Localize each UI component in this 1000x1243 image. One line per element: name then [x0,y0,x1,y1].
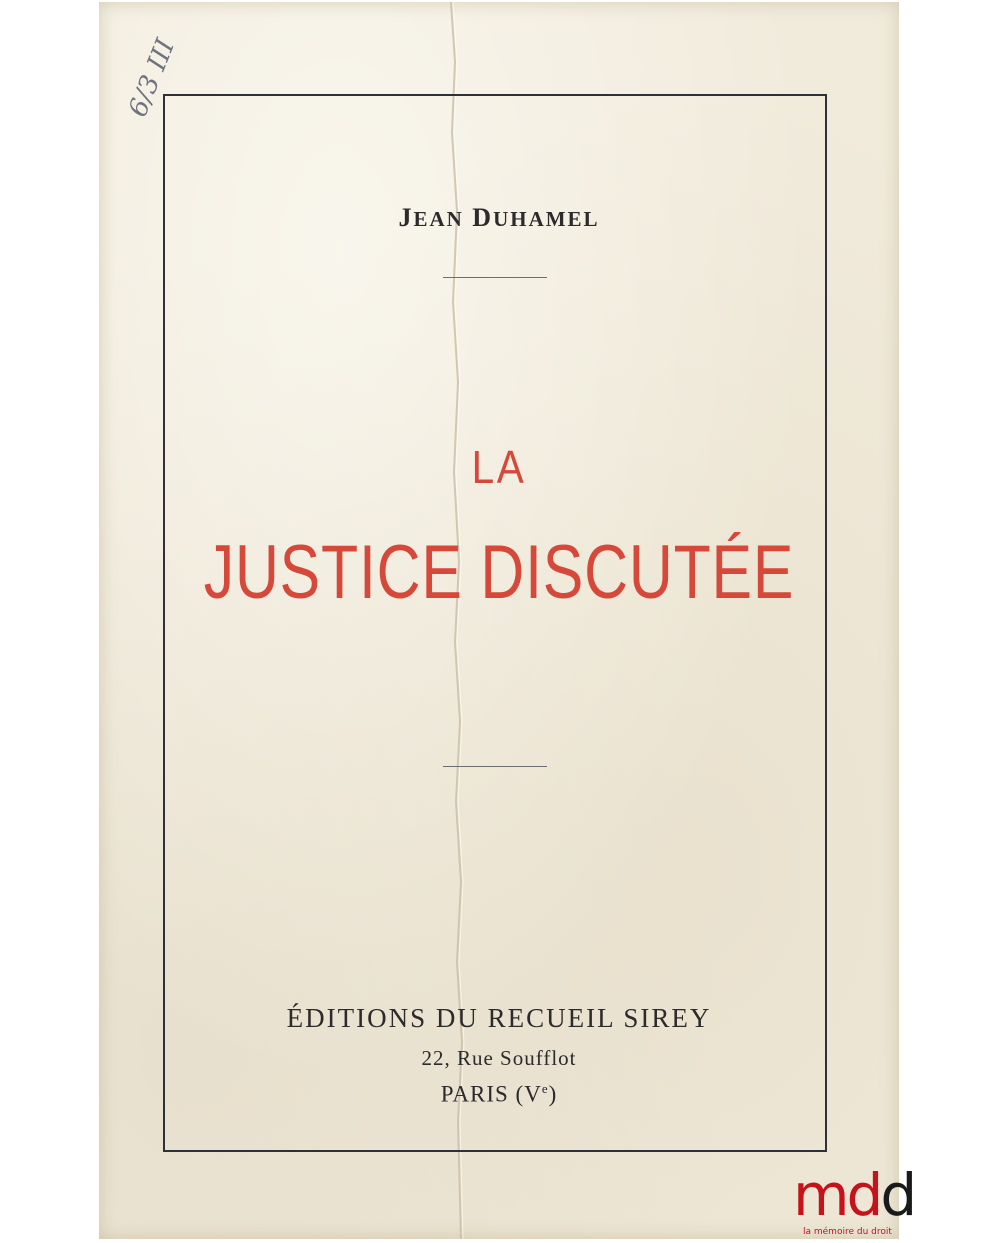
publisher-address: 22, Rue Soufflot [421,1046,577,1070]
mdd-logo-mark: mdd [793,1161,915,1229]
publisher-city: PARIS (Ve) [440,1081,558,1107]
publisher-name: ÉDITIONS DU RECUEIL SIREY [286,1003,712,1033]
lower-divider [443,766,547,767]
author-name: JEAN DUHAMEL [398,203,600,232]
cover-border-frame [163,94,827,1152]
title-article: LA [471,441,527,493]
handwritten-shelfmark: 6/3 III [123,34,182,122]
upper-divider [443,277,547,278]
mdd-logo [793,1163,913,1243]
book-cover [99,2,899,1239]
mdd-logo-tagline: la mémoire du droit [803,1227,892,1237]
book-title: JUSTICE DISCUTÉE [203,530,795,615]
